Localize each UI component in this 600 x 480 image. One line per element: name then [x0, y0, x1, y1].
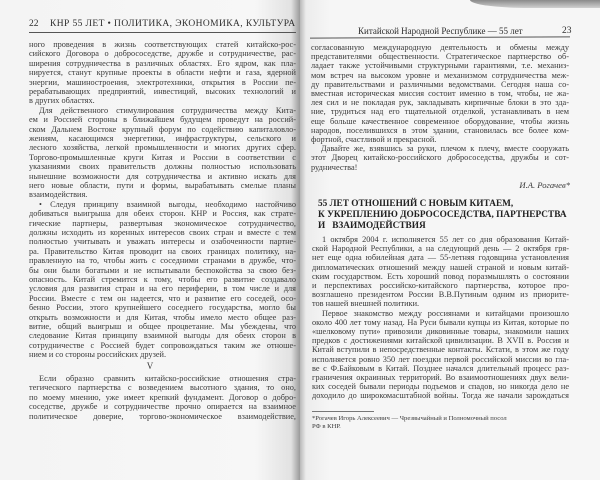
- text-line: сийского Договора о добрососедстве, дружбе и сотрудничестве, рас-: [29, 49, 296, 59]
- text-line: него новые области, пути и формы, вырабатывать смелые планы: [29, 181, 296, 190]
- text-line: Давайте же, взявшись за руки, плечом к плечу, вместе сооружать: [321, 144, 569, 154]
- header-rule: [310, 36, 570, 38]
- text-line: условия для развития стран и на его периферии, в том числе и для: [29, 284, 296, 294]
- text-line: тов нашей внешней политики.: [312, 299, 420, 309]
- text-line: витие, общий выигрыш и общее процветание. Мы убеждены, что: [29, 322, 296, 331]
- text-line: Первое знакомство между россиянами и китайцами произошло: [322, 308, 569, 318]
- running-head: КНР 55 ЛЕТ • ПОЛИТИКА, ЭКОНОМИКА, КУЛЬТУРА: [50, 19, 296, 29]
- footnote-rule: [312, 411, 374, 412]
- text-line: представителями общественности. Стратегическое партнерство об-: [311, 52, 569, 62]
- text-line: народов, поселившихся в этом здании, становилась все более ком-: [311, 125, 569, 135]
- text-line: 1 октября 2004 г. исполняется 55 лет со дня образования Китай-: [322, 235, 569, 244]
- text-line: дипломатических отношений между нашей страной и новым китай-: [312, 262, 569, 272]
- text-line: соседстве, дружбе и сотрудничестве прочно опирается на взаимное: [29, 402, 296, 412]
- text-line: Китай вступили в непосредственные контакты. Кстати, в этом же году: [312, 345, 569, 355]
- text-line: ного проведения в жизнь соответствующих статей китайско-рос-: [29, 40, 296, 49]
- text-line: сотрудничестве с Россией будет сопровождаться таким же отноше-: [29, 340, 296, 350]
- text-line: рерабатывающих предприятий, инвестиций, высоких технологий и: [29, 87, 296, 96]
- text-line: по моему мнению, уже имеет крепкий фундамент. Договор о добро-: [29, 392, 296, 402]
- text-line: открыть возможности и для Китая, чтобы имело место общее раз-: [29, 312, 296, 322]
- text-line: правленную на то, чтобы жить с соседними странами в дружбе, что-: [29, 256, 296, 266]
- text-line: должны исходить из коренных интересов своих стран и вместе с тем: [29, 228, 296, 237]
- footnote-line: *Рогачев Игорь Алексеевич — Чрезвычайный и Полномочный посол: [312, 415, 507, 422]
- text-line: энергии, машиностроения, электротехники, открытия в России пе-: [29, 77, 296, 87]
- text-line: ние, трудиться над его тщательной отделкой, устанавливать в нем: [311, 107, 569, 117]
- text-line: мом встреч на высоком уровне и механизмом сотрудничества меж-: [311, 70, 569, 80]
- text-line: жениям, касающимся энергетики, инфраструктуры, сельского и: [29, 134, 296, 143]
- text-line: следование Китая принципу взаимной выгоды для обеих сторон в: [29, 331, 296, 341]
- text-line: бенно России, этого крупнейшего соседнего государства, могло бы: [29, 303, 296, 313]
- text-line: ским государством. Есть хороший повод поразмышлять о состоянии: [312, 271, 569, 281]
- text-line: России. Вместе с тем он надеется, что и развитие его соседей, осо-: [29, 293, 296, 303]
- section-mark: V: [146, 361, 154, 371]
- text-line: взаимодействия.: [29, 190, 88, 200]
- text-line: ра. Правительство Китая проводит на своих границах политику, на-: [29, 246, 296, 256]
- text-line: рудничества!: [311, 162, 358, 172]
- text-line: тегического партнерства с возведением высотного здания, то оно,: [29, 383, 296, 393]
- footnote-line: РФ в КНР.: [312, 423, 341, 430]
- text-line: ем и Россией стороны в ближайшем будущем проведут на россий-: [29, 115, 296, 125]
- text-line: исполняется ровно 350 лет поездки первой российской миссии во гла-: [312, 354, 569, 364]
- article-title-line: И ВЗАИМОДЕЙСТВИЯ: [318, 221, 426, 231]
- text-line: доходило до широкомасштабной войны. Тогда же начали зарождаться: [312, 391, 569, 401]
- text-line: ской Народной Республики, а на следующий день — 2 октября гря-: [312, 244, 569, 254]
- text-line: лесного хозяйства, легкой промышленности и многих других сфер.: [29, 143, 296, 153]
- text-line: этот Дворец китайско-российского добрососедства, дружбы и сот-: [311, 153, 569, 163]
- text-line: вместная историческая миссия состоит именно в том, чтобы, не жа-: [311, 89, 569, 98]
- text-line: нируется, станут крупные проекты в области нефти и газа, ядерной: [29, 68, 296, 78]
- text-line: «шелковому пути» привозили диковинные товары, знакомили наших: [312, 327, 569, 336]
- running-head: Китайской Народной Республике — 55 лет: [358, 26, 523, 36]
- text-line: нием и со стороны российских друзей.: [29, 350, 167, 360]
- text-line: опасность. Китай стремится к тому, чтобы его развитие создавало: [29, 275, 296, 284]
- text-line: гические партнеры, развертывая экономическое сотрудничество,: [29, 218, 296, 228]
- text-line: нынешние возможности для сотрудничества и активно искать для: [29, 171, 296, 181]
- text-line: • Следуя принципу взаимной выгоды, необходимо настойчиво: [39, 199, 296, 209]
- text-line: ких соседей бывали периоды подъемов и спадов, но никогда дело не: [312, 382, 569, 392]
- text-line: Если образно сравнить китайско-российские отношения стра-: [39, 374, 296, 383]
- text-line: фортной, счастливой и прекрасной.: [311, 135, 437, 144]
- text-line: полностью учитывать и уважать интересы и озабоченности партне-: [29, 237, 296, 247]
- text-line: добиваться выигрыша для обеих сторон. КНР и Россия, как страте-: [29, 209, 296, 219]
- text-line: лея сил и не покладая рук, закладывать кирпичные блоки в это зда-: [311, 98, 569, 108]
- article-title-line: К УКРЕПЛЕНИЮ ДОБРОСОСЕДСТВА, ПАРТНЕРСТВА: [318, 210, 567, 220]
- text-line: ладает также устойчивыми структурными гарантиями, т.е. механиз-: [311, 61, 569, 71]
- text-line: ве с Ф.Байковым в Китай. Позднее начался длительный процесс раз-: [312, 363, 569, 373]
- text-line: предков с достижениями китайской цивилизации. В XVII в. Россия и: [312, 336, 569, 346]
- text-line: около 400 лет тому назад. На Руси бывали купцы из Китая, которые по: [312, 317, 569, 327]
- text-line: возглашено президентом России В.В.Путиным одним из приорите-: [312, 290, 569, 300]
- page-number: 22: [29, 19, 39, 29]
- text-line: ширения сотрудничества в различных областях. Его ядром, как пла-: [29, 58, 296, 68]
- text-line: Для действенного стимулирования сотрудничества между Кита-: [39, 105, 296, 115]
- text-line: и перспективах российско-китайского партнерства, которое про-: [312, 281, 569, 290]
- text-line: еще больше качественное современное оборудование, чтобы жизнь: [311, 116, 569, 126]
- text-line: нет еще одна юбилейная дата — 55-летняя годовщина установления: [312, 253, 569, 263]
- text-line: ду правительствами и различными ведомствами. Сегодня наша со-: [311, 79, 569, 89]
- text-line: согласованную международную деятельность и обмены между: [311, 43, 569, 52]
- signature: И.А. Рогачев*: [519, 180, 570, 190]
- article-title-line: 55 ЛЕТ ОТНОШЕНИЙ С НОВЫМ КИТАЕМ,: [318, 199, 514, 209]
- text-line: в других областях.: [29, 96, 95, 106]
- header-rule: [29, 32, 296, 33]
- text-line: граничения окраинных территорий. Во взаимоотношениях двух вели-: [312, 373, 569, 382]
- text-line: Торгово-промышленные круги Китая и России в соответствии с: [29, 152, 296, 162]
- text-line: политическое доверие, торгово-экономическое взаимодействие,: [29, 411, 296, 421]
- text-line: бы они были богатыми и не испытывали беспокойства за свою без-: [29, 265, 296, 275]
- text-line: ском Дальнем Востоке крупный форум по содействию капиталовло-: [29, 124, 296, 134]
- text-line: указаниями своих правительств должны полностью использовать: [29, 162, 296, 172]
- page-number: 23: [562, 26, 572, 36]
